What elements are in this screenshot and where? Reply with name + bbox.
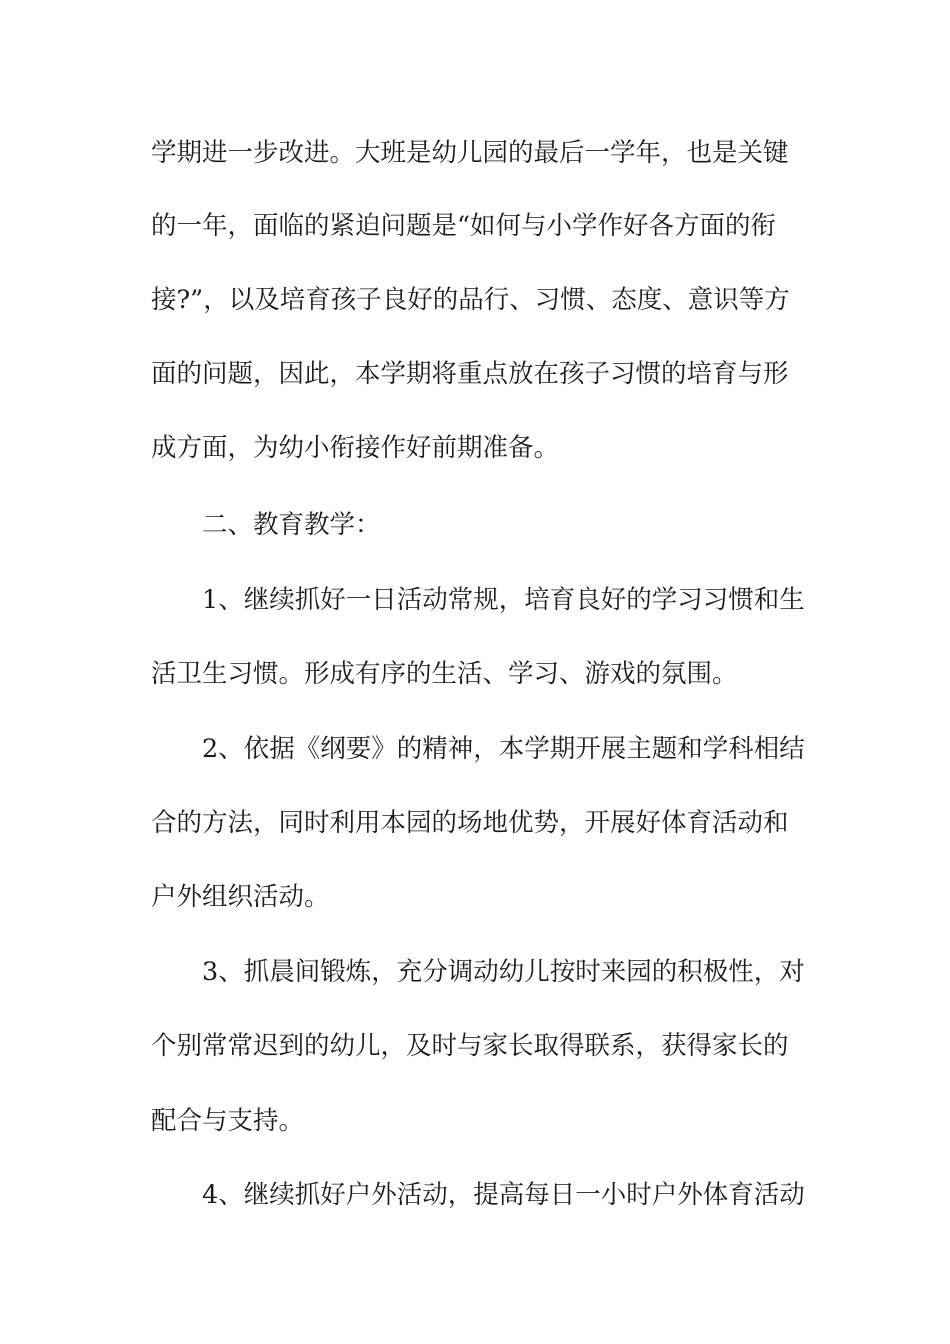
paragraph-line: 4、继续抓好户外活动，提高每日一小时户外体育活动 — [202, 1180, 805, 1210]
paragraph-line: 1、继续抓好一日活动常规，培育良好的学习习惯和生 — [202, 585, 805, 615]
paragraph-line: 学期进一步改进。大班是幼儿园的最后一学年，也是关键 — [151, 138, 789, 168]
paragraph-line: 个别常常迟到的幼儿，及时与家长取得联系，获得家长的 — [151, 1031, 789, 1061]
paragraph-line: 接?”，以及培育孩子良好的品行、习惯、态度、意识等方 — [151, 285, 790, 315]
paragraph-line: 2、依据《纲要》的精神，本学期开展主题和学科相结 — [202, 734, 805, 764]
section-heading: 二、教育教学： — [202, 510, 381, 540]
paragraph-line: 配合与支持。 — [151, 1106, 305, 1136]
paragraph-line: 3、抓晨间锻炼，充分调动幼儿按时来园的积极性，对 — [202, 957, 805, 987]
paragraph-line: 活卫生习惯。形成有序的生活、学习、游戏的氛围。 — [151, 659, 738, 689]
paragraph-line: 的一年，面临的紧迫问题是“如何与小学作好各方面的衔 — [151, 211, 777, 241]
paragraph-line: 户外组织活动。 — [151, 882, 330, 912]
paragraph-line: 成方面，为幼小衔接作好前期准备。 — [151, 433, 560, 463]
paragraph-line: 面的问题，因此，本学期将重点放在孩子习惯的培育与形 — [151, 359, 789, 389]
paragraph-line: 合的方法，同时利用本园的场地优势，开展好体育活动和 — [151, 808, 789, 838]
